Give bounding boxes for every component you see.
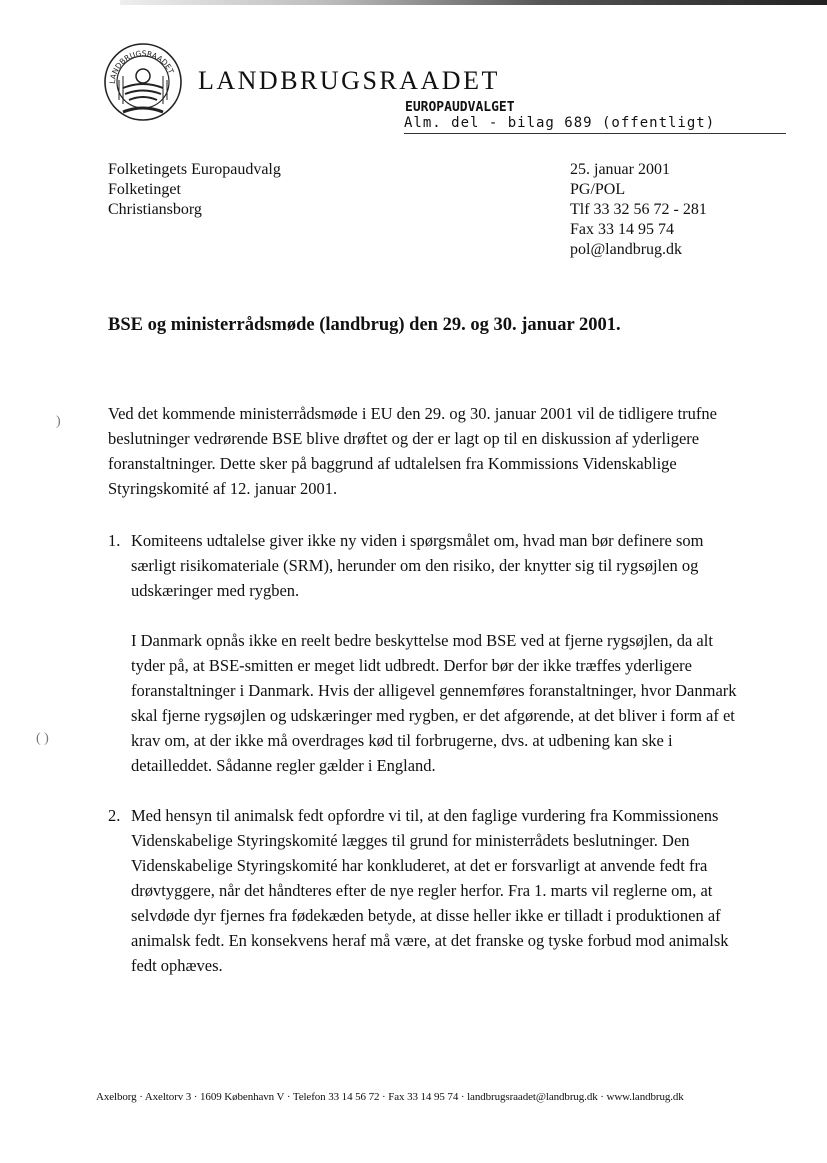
phone-number: Tlf 33 32 56 72 - 281 xyxy=(570,201,707,218)
organization-name: LANDBRUGSRAADET xyxy=(198,66,500,95)
recipient-line: Christiansborg xyxy=(108,201,202,218)
email-address: pol@landbrug.dk xyxy=(570,241,683,258)
letter-meta xyxy=(570,160,707,260)
list-item xyxy=(108,528,748,778)
list-item xyxy=(108,803,748,978)
stamp-reference-line: Alm. del - bilag 689 (offentligt) xyxy=(404,115,716,131)
margin-mark: ( ) xyxy=(36,731,49,746)
scan-edge-line xyxy=(120,0,827,5)
item-number: 2. xyxy=(108,806,121,825)
landbrugsraadet-logo xyxy=(103,42,183,122)
item-paragraph: I Danmark opnås ikke en reelt bedre beskyttelse mod BSE ved at fjerne rygsøjlen, da alt tyder på, at BSE-smitten er meget lidt udbredt. Derfor bør der ikke træffes yderligere foranstaltninger i Danmark. Hvis der alligevel gennemføres foranstaltninger, hvor Danmark skal fjerne rygsøjlen og udskæringer med rygben, er det afgørende, at det bliver i form af et krav om, at der ikke må overdrages kød til forbrugerne, dvs. at udbening kan ske i detailleddet. Sådanne regler gælder i England. xyxy=(131,631,737,775)
item-paragraph: Komiteens udtalelse giver ikke ny viden i spørgsmålet om, hvad man bør definere som særligt risikomateriale (SRM), herunder om den risiko, der knytter sig til rygsøjlen og udskæringer med rygben. xyxy=(131,531,704,600)
item-paragraph: Med hensyn til animalsk fedt opfordre vi til, at den faglige vurdering fra Kommissionens Videnskabelige Styringskomité lægges til grund for ministerrådets beslutninger. Den Videnskabelige Styringskomité har konkluderet, at det er forsvarligt at anvende fedt fra drøvtyggere, når det håndteres efter de nye regler herfor. Fra 1. marts vil reglerne om, at selvdøde dyr fjernes fra fødekæden betyde, at disse heller ikke er tilladt i produktionen af animalsk fedt. En konsekvens heraf må være, at det franske og tyske forbud mod animalsk fedt ophæves. xyxy=(131,806,729,975)
letter-subject: BSE og ministerrådsmøde (landbrug) den 29. og 30. januar 2001. xyxy=(108,315,621,335)
item-number: 1. xyxy=(108,531,121,550)
fax-number: Fax 33 14 95 74 xyxy=(570,221,674,238)
letter-date: 25. januar 2001 xyxy=(570,161,670,178)
recipient-line: Folketingets Europaudvalg xyxy=(108,161,281,178)
recipient-line: Folketinget xyxy=(108,181,181,198)
intro-paragraph: Ved det kommende ministerrådsmøde i EU den 29. og 30. januar 2001 vil de tidligere trufne beslutninger vedrørende BSE blive drøftet og der er lagt op til en diskussion af yderligere foranstaltninger. Dette sker på baggrund af udtalelsen fra Kommissions Videnskablige Styringskomité af 12. januar 2001. xyxy=(108,404,717,498)
letter-footer: Axelborg · Axeltorv 3 · 1609 København V · Telefon 33 14 56 72 · Fax 33 14 95 74 · landbrugsraadet@landbrug.dk · www.landbrug.dk xyxy=(96,1091,684,1103)
recipient-address xyxy=(108,160,281,220)
letter-reference: PG/POL xyxy=(570,181,626,198)
svg-text:LANDBRUGSRAADET: LANDBRUGSRAADET xyxy=(107,48,176,85)
margin-mark: ) xyxy=(56,414,61,429)
stamp-committee-title: EUROPAUDVALGET xyxy=(405,100,515,115)
stamp-underline xyxy=(404,133,786,134)
